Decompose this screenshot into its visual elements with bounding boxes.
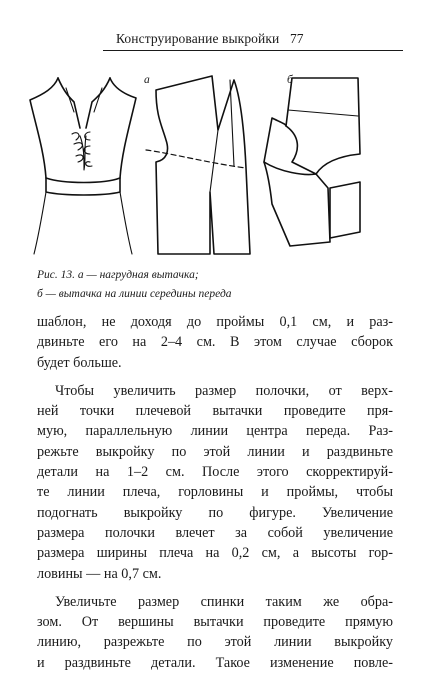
text-line: размера полочки влечет за собой увеличение bbox=[37, 524, 393, 541]
text-line: ловины — на 0,7 см. bbox=[37, 565, 162, 582]
text-line: размера ширины плеча на 0,2 см, а высоты гор- bbox=[37, 545, 393, 562]
figure-caption bbox=[37, 266, 397, 304]
figure-13 bbox=[24, 66, 394, 262]
figure-label-a: а bbox=[144, 74, 150, 86]
text-line: зом. От вершины вытачки проведите прямую bbox=[37, 614, 393, 631]
text-line: ней точки плечевой вытачки проведите пря- bbox=[37, 403, 393, 420]
page-number: 77 bbox=[290, 31, 304, 46]
text-line: режьте выкройку по этой линии и раздвиньте bbox=[37, 443, 393, 460]
pattern-a bbox=[146, 76, 250, 254]
text-line: двиньте его на 2–4 см. В этом случае сборок bbox=[37, 334, 393, 351]
text-line: детали на 1–2 см. После этого скорректируй- bbox=[37, 464, 393, 481]
figure-illustration bbox=[24, 66, 394, 262]
pattern-b bbox=[264, 78, 360, 246]
running-title: Конструирование выкройки bbox=[116, 31, 280, 46]
text-line: Чтобы увеличить размер полочки, от верх- bbox=[55, 382, 393, 399]
running-head bbox=[103, 28, 403, 51]
figure-label-b: б bbox=[287, 74, 293, 86]
text-line: те линии плеча, горловины и проймы, чтобы bbox=[37, 484, 393, 501]
text-line: Увеличьте размер спинки таким же обра- bbox=[55, 593, 393, 610]
text-line: мую, параллельную линии центра переда. Раз- bbox=[37, 423, 393, 440]
text-line: шаблон, не доходя до проймы 0,1 см, и раз- bbox=[37, 314, 393, 330]
caption-line: б — вытачка на линии середины переда bbox=[37, 288, 232, 300]
body-text bbox=[37, 312, 393, 673]
text-line: линию, разрежьте по этой линии выкройку bbox=[37, 634, 393, 651]
text-line: подогнать выкройку по фигуре. Увеличение bbox=[37, 504, 393, 521]
text-line: и раздвиньте детали. Такое изменение повле- bbox=[37, 654, 393, 671]
caption-line: Рис. 13. а — нагрудная вытачка; bbox=[37, 269, 199, 281]
text-line: будет больше. bbox=[37, 354, 122, 371]
bodice-sketch bbox=[30, 78, 136, 254]
